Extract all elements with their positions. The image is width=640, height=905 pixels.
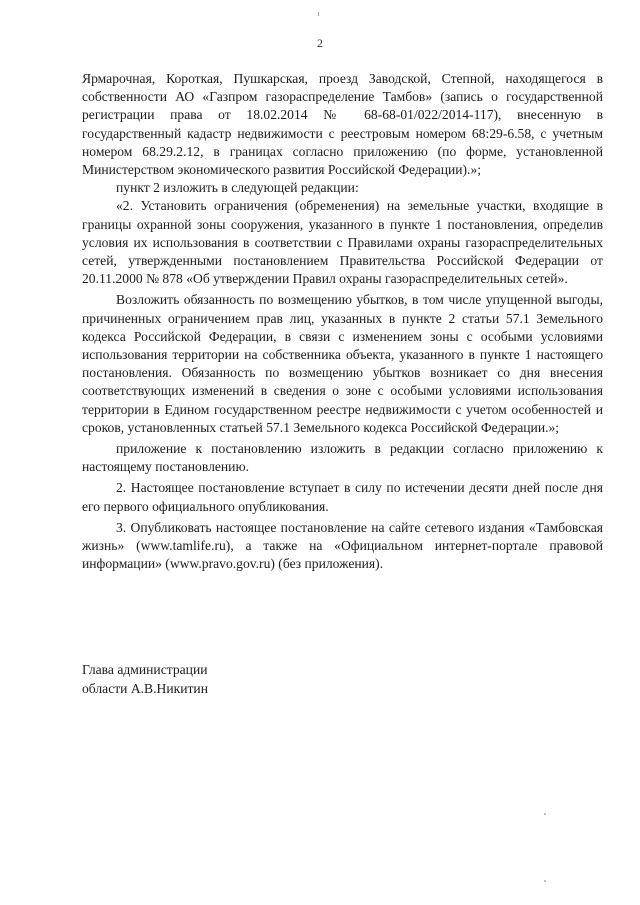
paragraph-publication: 3. Опубликовать настоящее постановление на сайте сетевого издания «Тамбовская жизнь» (www.tamlife.ru), а также на «Официальном интернет-портале правовой информации» (www.pravo.gov.ru) (без приложения). (82, 519, 603, 572)
page-number: 2 (317, 36, 323, 50)
signature-title: Глава администрации (82, 662, 208, 677)
paragraph-continuation: Ярмарочная, Короткая, Пушкарская, проезд Заводской, Степной, находящегося в собственности АО «Газпром газораспределение Тамбов» (запись о государственной регистрации права от 18.02.2014 № 68-68-01/022/2014-117), внесенную в государственный кадастр недвижимости с реестровым номером 68:29-6.58, с учетным номером 68.29.2.12, в границах согласно приложению (по форме, установленной Министерством экономического развития Российской Федерации).»; (82, 71, 603, 178)
paragraph-compensation: Возложить обязанность по возмещению убытков, в том числе упущенной выгоды, причиненных ограничением прав лиц, указанных в пункте 2 статьи 57.1 Земельного кодекса Российской Федерации, в связи с изменением зоны с особыми условиями использования территории на собственника объекта, указанного в пункте 1 настоящего постановления. Обязанность по возмещению убытков возникает со дня внесения соответствующих изменений в сведения о зоне с особыми условиями использования территории в Едином государственном реестре недвижимости с учетом особенностей и сроков, установленных статьей 57.1 Земельного кодекса Российской Федерации.»; (82, 292, 603, 435)
document-body (82, 70, 603, 573)
paragraph-effective-date: 2. Настоящее постановление вступает в силу по истечении десяти дней после дня его первого официального опубликования. (82, 480, 603, 514)
signature-name: области А.В.Никитин (82, 680, 208, 696)
scan-dot (544, 813, 546, 815)
scan-speck (318, 12, 319, 16)
paragraph-point2-text: «2. Установить ограничения (обременения) на земельные участки, входящие в границы охранной зоны сооружения, указанного в пункте 1 постановления, определив условия их использования в соответствии с Правилами охраны газораспределительных сетей, утвержденными постановлением Правительства Российской Федерации от 20.11.2000 № 878 «Об утверждении Правил охраны газораспределительных сетей». (82, 198, 603, 287)
scan-dot (544, 880, 546, 882)
paragraph-point2-intro: пункт 2 изложить в следующей редакции: (116, 180, 359, 196)
paragraph-appendix: приложение к постановлению изложить в редакции согласно приложению к настоящему постановлению. (82, 441, 603, 475)
signature-block (82, 661, 208, 698)
